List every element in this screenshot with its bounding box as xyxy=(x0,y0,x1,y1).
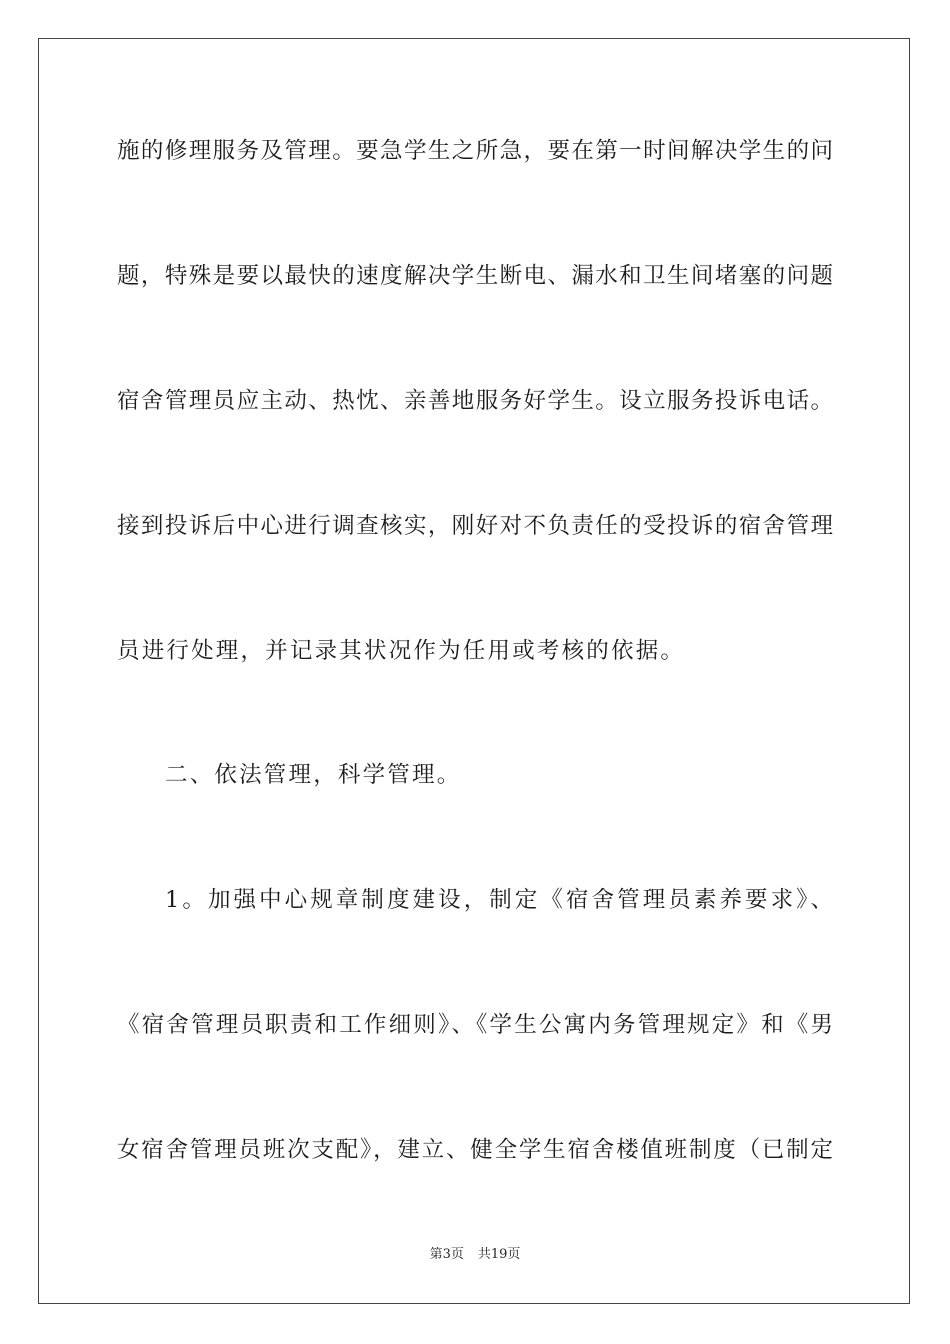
body-text-line: 施的修理服务及管理。要急学生之所急，要在第一时间解决学生的问 xyxy=(117,138,833,164)
total-pages: 共19页 xyxy=(477,1247,521,1262)
page-footer xyxy=(0,1246,950,1264)
body-text-line: 宿舍管理员应主动、热忱、亲善地服务好学生。设立服务投诉电话。 xyxy=(117,388,833,414)
body-text-line: 1。加强中心规章制度建设，制定《宿舍管理员素养要求》、 xyxy=(165,887,833,913)
section-heading: 二、依法管理，科学管理。 xyxy=(165,762,462,788)
body-text-line: 接到投诉后中心进行调查核实，刚好对不负责任的受投诉的宿舍管理 xyxy=(117,513,833,539)
current-page-number: 第3页 xyxy=(429,1247,464,1262)
body-text-line: 员进行处理，并记录其状况作为任用或考核的依据。 xyxy=(117,638,686,664)
body-text-line: 《宿舍管理员职责和工作细则》、《学生公寓内务管理规定》和《男 xyxy=(117,1012,833,1038)
body-text-line: 题，特殊是要以最快的速度解决学生断电、漏水和卫生间堵塞的问题 xyxy=(117,263,833,289)
page-border xyxy=(38,38,910,1304)
body-text-line: 女宿舍管理员班次支配》，建立、健全学生宿舍楼值班制度（已制定 xyxy=(117,1137,833,1163)
